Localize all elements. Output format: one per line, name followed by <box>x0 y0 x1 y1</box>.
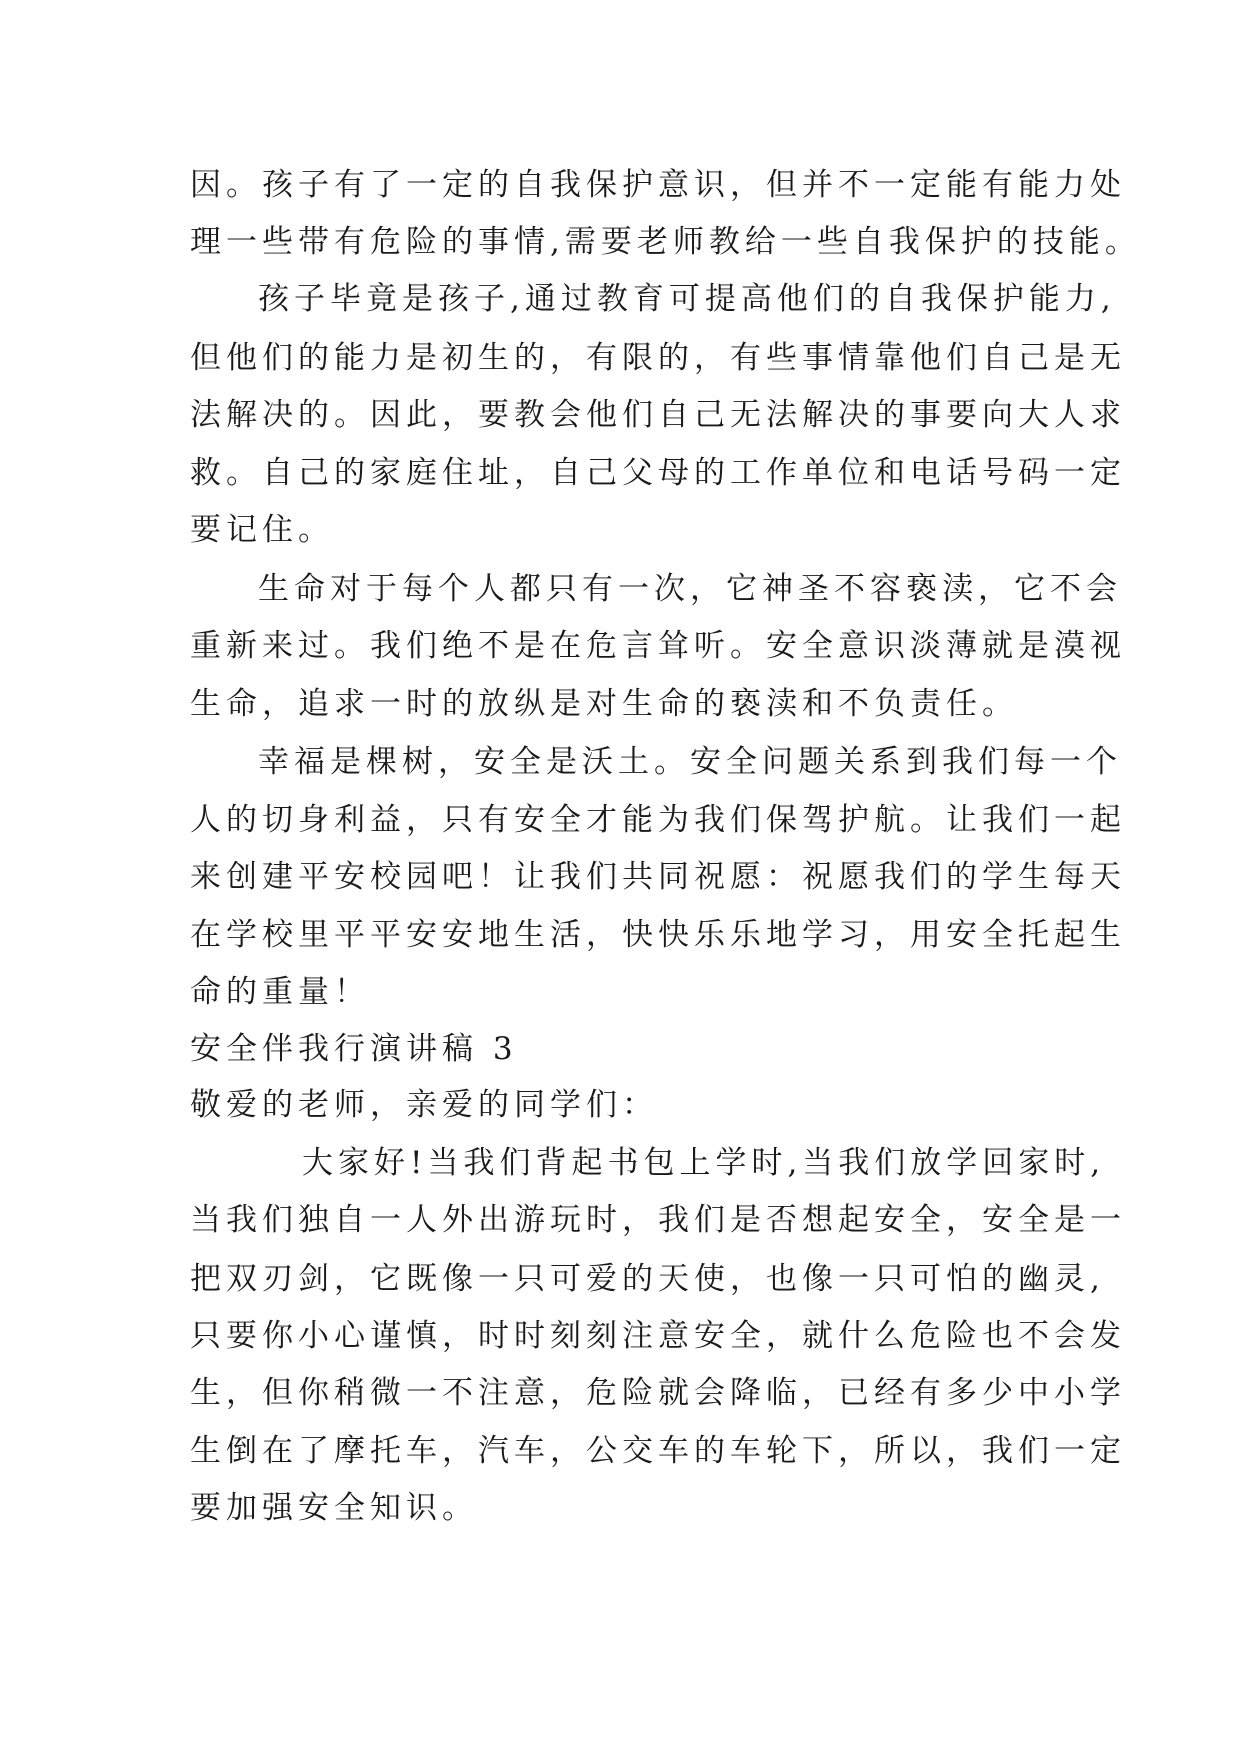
paragraph-start-line: 生命对于每个人都只有一次，它神圣不容亵渎，它不会 <box>258 571 1122 607</box>
text-line: 生，但你稍微一不注意，危险就会降临，已经有多少中小学 <box>190 1375 1126 1411</box>
text-line: 要记住。 <box>190 512 334 548</box>
section-title: 安全伴我行演讲稿 3 <box>190 1031 518 1067</box>
text-line: 理一些带有危险的事情,需要老师教给一些自我保护的技能。 <box>190 224 1141 260</box>
text-line: 生命，追求一时的放纵是对生命的亵渎和不负责任。 <box>190 686 1018 722</box>
text-line: 因。孩子有了一定的自我保护意识，但并不一定能有能力处 <box>190 167 1126 203</box>
text-line: 要加强安全知识。 <box>190 1490 478 1526</box>
text-line: 把双刃剑，它既像一只可爱的天使，也像一只可怕的幽灵, <box>190 1261 1105 1297</box>
text-line: 命的重量！ <box>190 974 370 1010</box>
paragraph-start-line: 孩子毕竟是孩子,通过教育可提高他们的自我保护能力, <box>258 281 1116 317</box>
text-line: 生倒在了摩托车，汽车，公交车的车轮下，所以，我们一定 <box>190 1433 1126 1469</box>
salutation: 敬爱的老师，亲爱的同学们： <box>190 1087 658 1123</box>
text-line: 救。自己的家庭住址，自己父母的工作单位和电话号码一定 <box>190 455 1126 491</box>
text-line: 只要你小心谨慎，时时刻刻注意安全，就什么危险也不会发 <box>190 1318 1126 1354</box>
text-line: 但他们的能力是初生的，有限的，有些事情靠他们自己是无 <box>190 340 1126 376</box>
text-line: 当我们独自一人外出游玩时，我们是否想起安全，安全是一 <box>190 1202 1126 1238</box>
text-line: 法解决的。因此，要教会他们自己无法解决的事要向大人求 <box>190 397 1126 433</box>
text-line: 重新来过。我们绝不是在危言耸听。安全意识淡薄就是漠视 <box>190 628 1126 664</box>
paragraph-start-line: 幸福是棵树，安全是沃土。安全问题关系到我们每一个 <box>258 744 1122 780</box>
paragraph-start-line: 大家好!当我们背起书包上学时,当我们放学回家时, <box>302 1145 1106 1181</box>
text-line: 人的切身利益，只有安全才能为我们保驾护航。让我们一起 <box>190 802 1126 838</box>
text-line: 在学校里平平安安地生活，快快乐乐地学习，用安全托起生 <box>190 917 1126 953</box>
text-line: 来创建平安校园吧！让我们共同祝愿：祝愿我们的学生每天 <box>190 859 1126 895</box>
